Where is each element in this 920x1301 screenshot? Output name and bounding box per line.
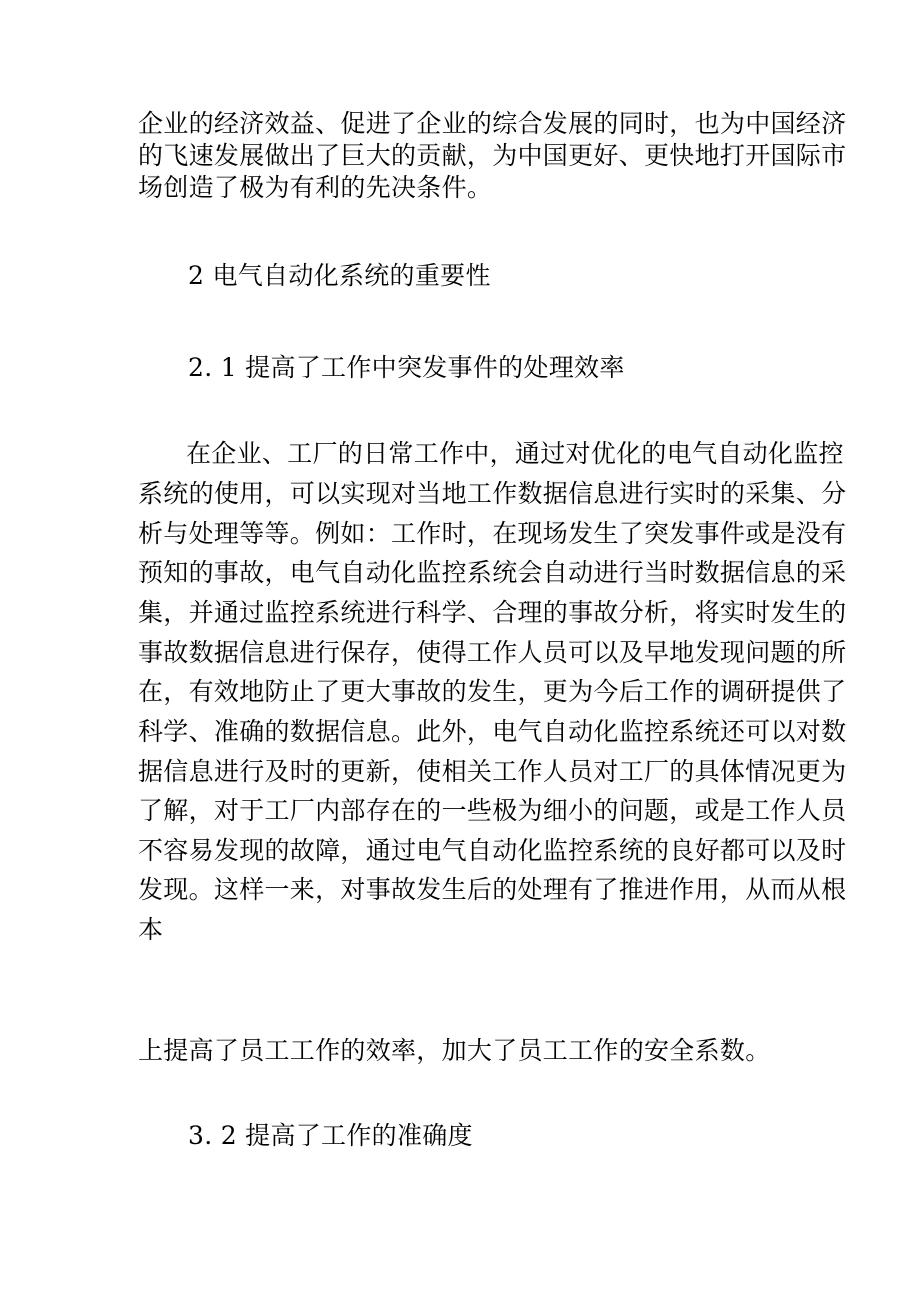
body-line: 事故数据信息进行保存，使得工作人员可以及早地发现问题的所 xyxy=(138,638,847,667)
body-line: 了解，对于工厂内部存在的一些极为细小的问题，或是工作人员 xyxy=(138,796,847,825)
body-line: 系统的使用，可以实现对当地工作数据信息进行实时的采集、分 xyxy=(138,479,847,508)
intro-line: 场创造了极为有利的先决条件。 xyxy=(138,173,493,202)
continuation-line: 上提高了员工工作的效率，加大了员工工作的安全系数。 xyxy=(138,1036,771,1065)
body-line: 本 xyxy=(138,915,164,944)
body-line: 集，并通过监控系统进行科学、合理的事故分析，将实时发生的 xyxy=(138,598,847,627)
body-line: 析与处理等等。例如：工作时，在现场发生了突发事件或是没有 xyxy=(138,519,847,548)
subsection-heading: 3. 2 提高了工作的准确度 xyxy=(188,1121,473,1150)
body-line: 据信息进行及时的更新，使相关工作人员对工厂的具体情况更为 xyxy=(138,757,847,786)
body-line: 在企业、工厂的日常工作中，通过对优化的电气自动化监控 xyxy=(186,439,844,468)
intro-line: 企业的经济效益、促进了企业的综合发展的同时，也为中国经济 xyxy=(138,109,847,138)
body-line: 在，有效地防止了更大事故的发生，更为今后工作的调研提供了 xyxy=(138,677,847,706)
body-line: 发现。这样一来，对事故发生后的处理有了推进作用，从而从根 xyxy=(138,875,847,904)
body-line: 预知的事故，电气自动化监控系统会自动进行当时数据信息的采 xyxy=(138,558,847,587)
body-line: 科学、准确的数据信息。此外，电气自动化监控系统还可以对数 xyxy=(138,717,847,746)
body-line: 不容易发现的故障，通过电气自动化监控系统的良好都可以及时 xyxy=(138,836,847,865)
section-heading: 2 电气自动化系统的重要性 xyxy=(188,261,491,290)
intro-line: 的飞速发展做出了巨大的贡献，为中国更好、更快地打开国际市 xyxy=(138,141,847,170)
subsection-heading: 2. 1 提高了工作中突发事件的处理效率 xyxy=(188,353,625,382)
